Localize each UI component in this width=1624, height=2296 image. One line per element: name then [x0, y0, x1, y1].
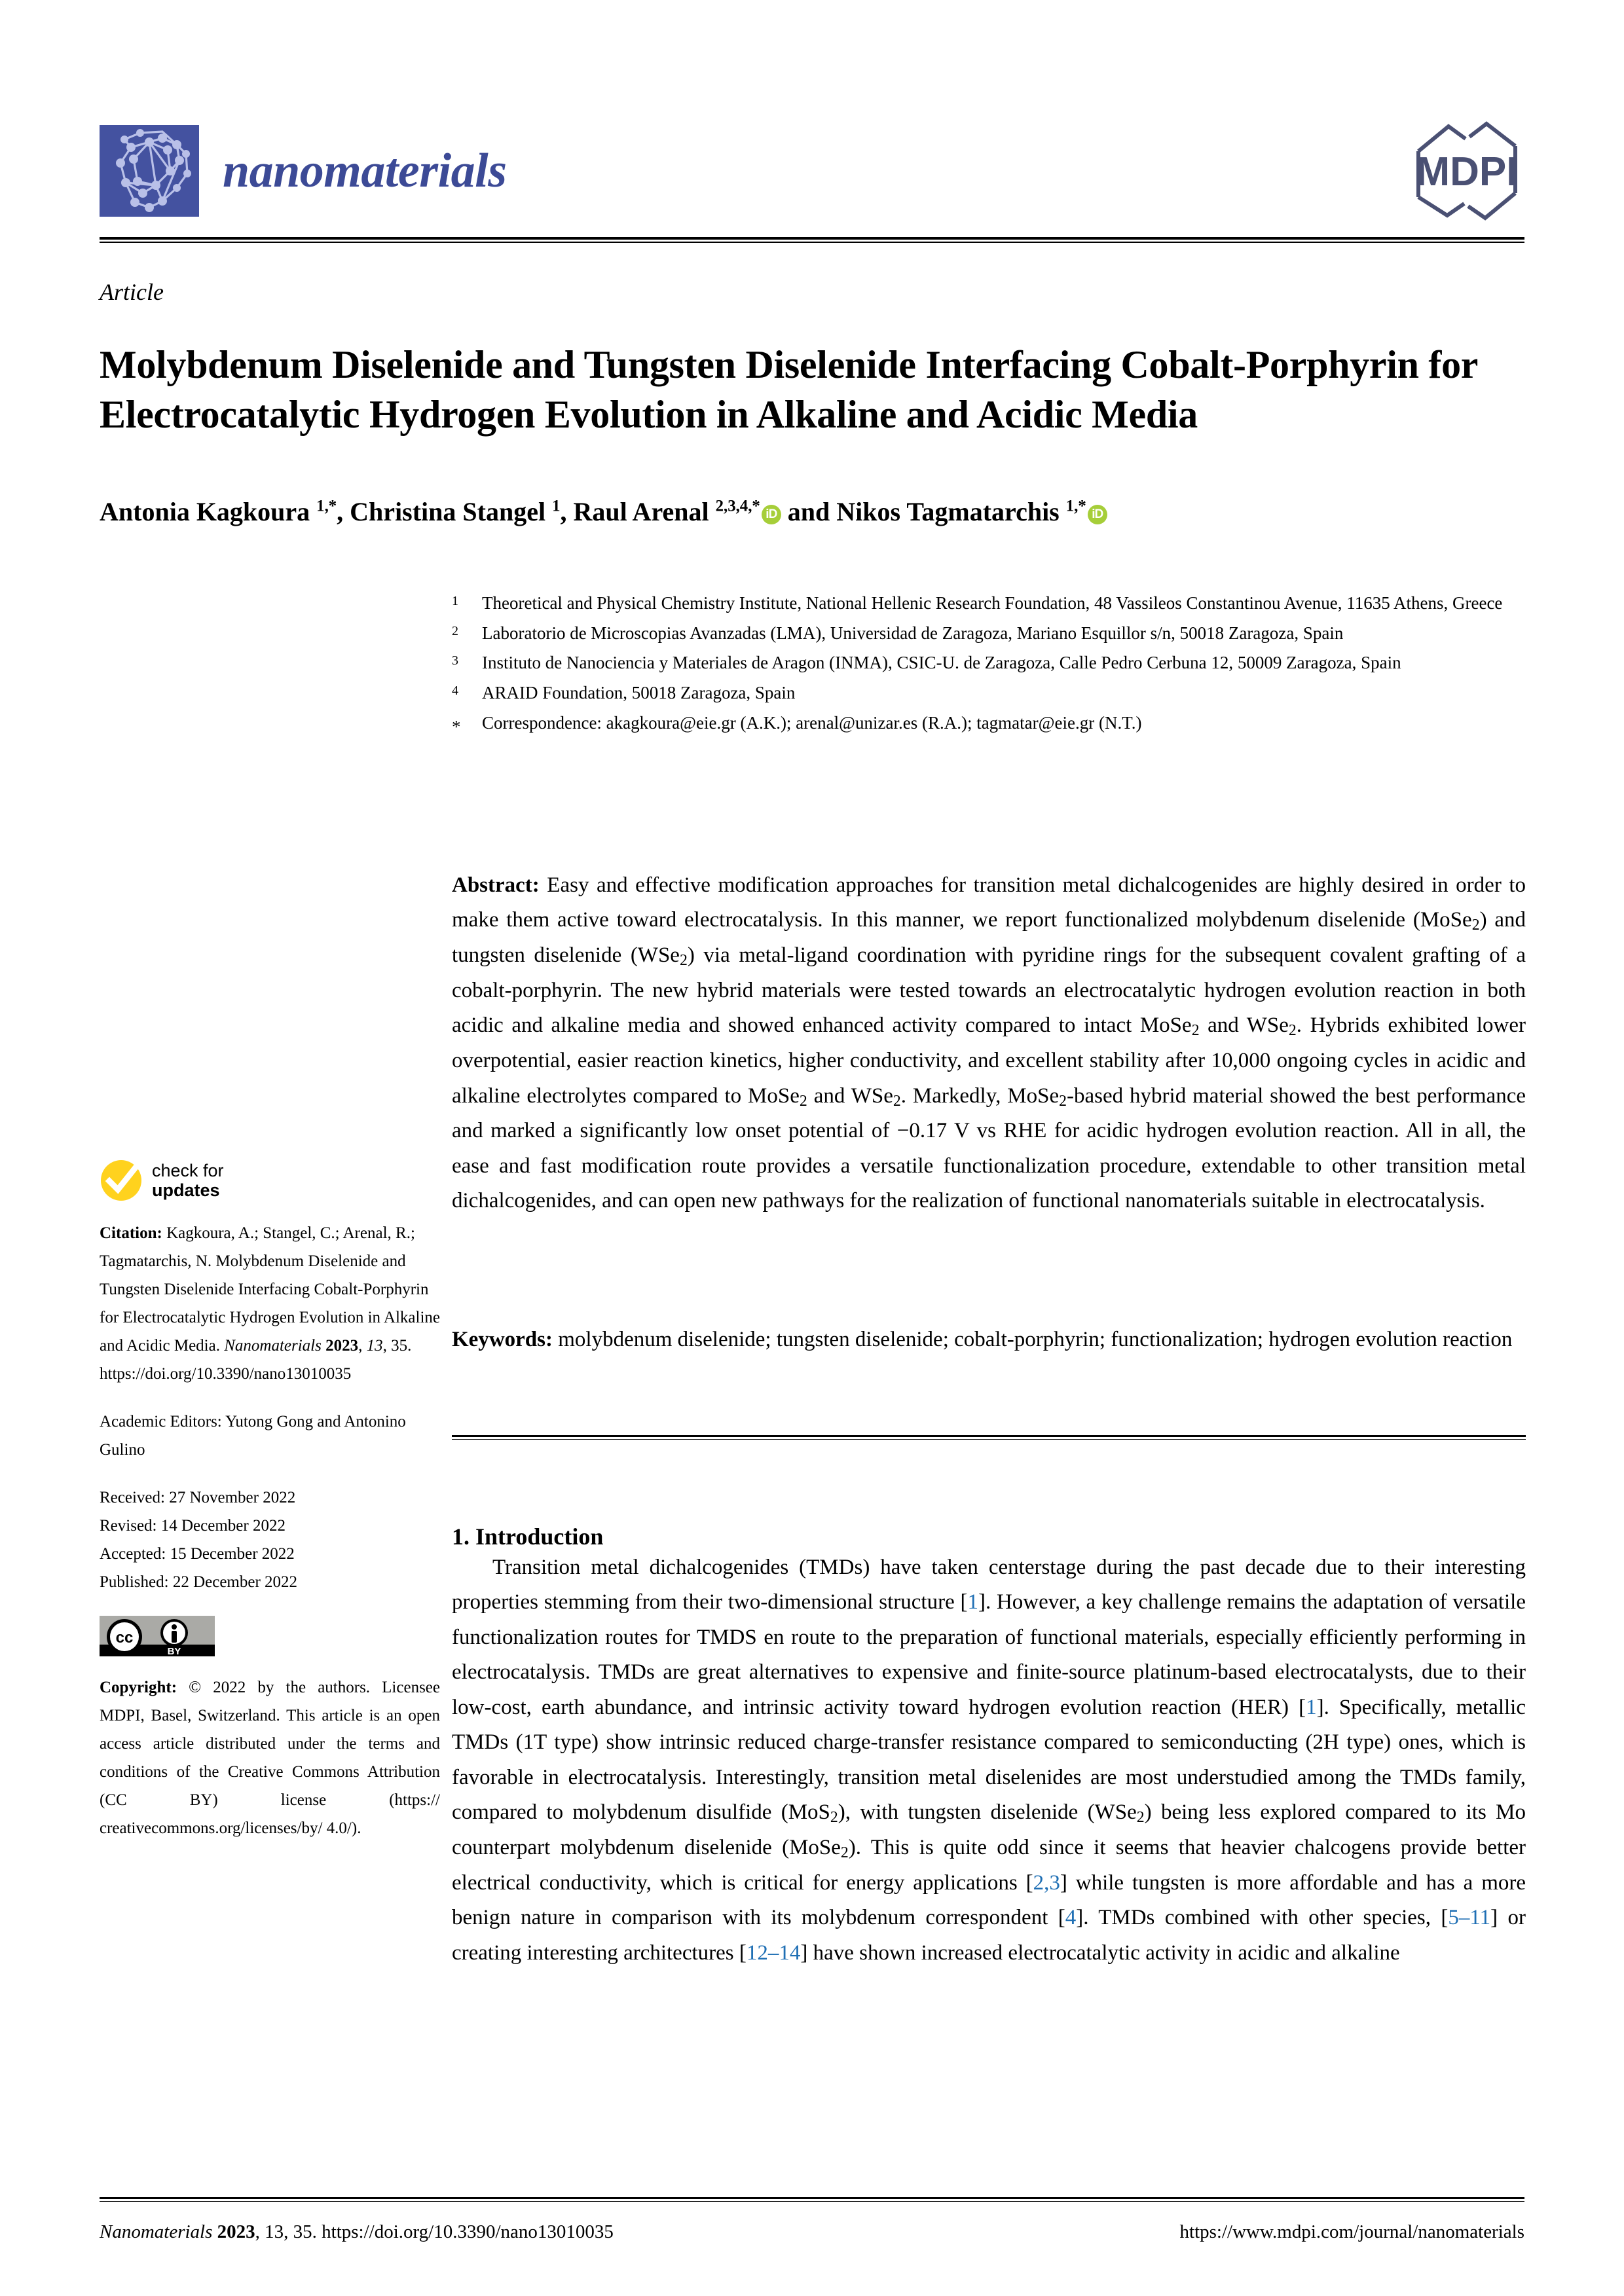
body-text-4: ), with tungsten diselenide (WSe — [838, 1800, 1137, 1825]
page-title: Molybdenum Diselenide and Tungsten Diselenide Interfacing Cobalt-Porphyrin for Electrocatalytic Hydrogen Evolution in Alkaline and Acidic Media — [100, 343, 1478, 436]
affiliation-item — [452, 589, 1526, 618]
fullerene-logo-icon — [100, 125, 199, 217]
author-affil-marker-4: 1,* — [1065, 497, 1086, 515]
orcid-icon[interactable]: iD — [1088, 505, 1107, 524]
body-text-6: ). This is quite odd since it seems that heavier chalcogens provide better electrical conductivity, which is critical for energy applications [ — [452, 1835, 1526, 1895]
correspondence-marker: * — [452, 716, 461, 737]
correspondence-item — [452, 709, 1526, 742]
journal-branding — [100, 125, 507, 217]
keywords-text: molybdenum diselenide; tungsten diselenide; cobalt-porphyrin; functionalization; hydrogen evolution reaction — [552, 1328, 1513, 1351]
author-name-1: Antonia Kagkoura — [100, 497, 317, 526]
date-accepted: Accepted: 15 December 2022 — [100, 1545, 295, 1563]
affiliation-item — [452, 679, 1526, 708]
date-revised: Revised: 14 December 2022 — [100, 1517, 286, 1535]
affiliation-text: Laboratorio de Microscopias Avanzadas (LMA), Universidad de Zaragoza, Mariano Esquillor s/n, 50018 Zaragoza, Spain — [482, 623, 1344, 643]
affiliation-item — [452, 649, 1526, 678]
header-divider — [100, 237, 1524, 243]
correspondence-text[interactable]: Correspondence: akagkoura@eie.gr (A.K.); arenal@unizar.es (R.A.); tagmatar@eie.gr (N.T.) — [482, 712, 1142, 733]
citation-link[interactable]: 12–14 — [746, 1941, 801, 1965]
affiliation-text: Instituto de Nanociencia y Materiales de Aragon (INMA), CSIC-U. de Zaragoza, Calle Pedro Cerbuna 12, 50009 Zaragoza, Spain — [482, 653, 1401, 673]
mdpi-logo-icon — [1409, 117, 1524, 225]
affiliation-marker: 4 — [452, 683, 458, 699]
body-text-10: ] have shown increased electrocatalytic activity in acidic and alkaline — [800, 1941, 1400, 1965]
subscript: 2 — [840, 1844, 849, 1862]
keywords-block — [452, 1322, 1526, 1357]
check-updates-line1: check for — [152, 1160, 224, 1180]
page-header — [100, 122, 1524, 220]
author-name-4: Nikos Tagmatarchis — [836, 497, 1066, 526]
date-published: Published: 22 December 2022 — [100, 1573, 298, 1591]
affiliations-block — [452, 589, 1526, 743]
subscript: 2 — [679, 952, 688, 970]
copyright-label: Copyright: — [100, 1679, 177, 1696]
metadata-sidebar — [100, 1159, 440, 1862]
body-text-9: ] or creating interesting architectures [ — [452, 1906, 1526, 1965]
abstract-text-8: -based hybrid material showed the best performance and marked a significantly low onset potential of −0.17 V vs RHE for acidic hydrogen evolution reaction. All in all, the ease and fast modification route provides a versatile functionalization procedure, extendable to other transition metal dichalcogenides, and can open new pathways for the realization of functional nanomaterials suitable in electrocatalysis. — [452, 1084, 1526, 1213]
citation-authors-title: Kagkoura, A.; Stangel, C.; Arenal, R.; Tagmatarchis, N. Molybdenum Diselenide and Tungsten Diselenide Interfacing Cobalt-Porphyrin for Electrocatalytic Hydrogen Evolution in Alkaline and Acidic Media. — [100, 1224, 440, 1355]
article-type-label: Article — [100, 279, 164, 305]
footer-journal: Nanomaterials — [100, 2221, 213, 2242]
copyright-block — [100, 1673, 440, 1842]
abstract-text-5: . Hybrids exhibited lower overpotential, easier reaction kinetics, higher conductivity, and excellent stability after 10,000 ongoing cycles in acidic and alkaline electrolytes compared to MoSe — [452, 1013, 1526, 1108]
academic-editors: Academic Editors: Yutong Gong and Antonino Gulino — [100, 1413, 406, 1459]
author-sep-2: , — [560, 497, 574, 526]
page-footer — [100, 2221, 1524, 2244]
subscript: 2 — [799, 1092, 807, 1110]
citation-link[interactable]: 1 — [967, 1590, 978, 1614]
citation-volume: , 13 — [358, 1337, 383, 1355]
citation-link[interactable]: 2,3 — [1033, 1870, 1060, 1895]
body-text-5: ) being less explored compared to its Mo counterpart molybdenum diselenide (MoSe — [452, 1800, 1526, 1859]
subscript: 2 — [1288, 1022, 1297, 1040]
publication-dates — [100, 1484, 440, 1596]
affiliation-text: Theoretical and Physical Chemistry Institute, National Hellenic Research Foundation, 48 Vassileos Constantinou Avenue, 11635 Athens, Greece — [482, 593, 1503, 613]
orcid-icon[interactable]: iD — [762, 505, 781, 524]
body-text-1: Transition metal dichalcogenides (TMDs) have taken centerstage during the past decade due to their interesting properties stemming from their two-dimensional structure [ — [452, 1556, 1526, 1614]
abstract-text-7: . Markedly, MoSe — [900, 1084, 1060, 1108]
abstract-text-1: Easy and effective modification approaches for transition metal dichalcogenides are highly desired in order to make them active toward electrocatalysis. In this manner, we report functionalized molybdenum diselenide (MoSe — [452, 873, 1526, 932]
author-affil-marker-3: 2,3,4,* — [715, 497, 760, 515]
svg-text:MDPI: MDPI — [1416, 149, 1518, 194]
citation-block — [100, 1219, 440, 1388]
citation-year: 2023 — [321, 1337, 359, 1355]
abstract-label: Abstract: — [452, 873, 540, 897]
abstract-text-4: and WSe — [1199, 1013, 1289, 1038]
author-sep-1: , — [337, 497, 350, 526]
body-text-7: ] while tungsten is more affordable and has a more benign nature in comparison with its molybdenum correspondent [ — [452, 1870, 1526, 1930]
footer-year: 2023 — [212, 2221, 255, 2242]
subscript: 2 — [1136, 1809, 1145, 1827]
introduction-paragraph — [452, 1550, 1526, 1971]
author-list — [100, 495, 1527, 529]
date-received: Received: 27 November 2022 — [100, 1489, 296, 1506]
body-text-3: ]. Specifically, metallic TMDs (1T type) show intrinsic reduced charge-transfer resistance compared to semiconducting (2H type) ones, which is favorable in electrocatalysis. Interestingly, transition metal diselenides are most understudied among the TMDs family, compared to molybdenum disulfide (MoS — [452, 1695, 1526, 1825]
svg-text:cc: cc — [115, 1629, 134, 1647]
citation-doi[interactable]: , 35. https://doi.org/10.3390/nano13010035 — [100, 1337, 412, 1383]
affiliation-marker: 2 — [452, 623, 458, 638]
footer-journal-url[interactable]: https://www.mdpi.com/journal/nanomaterials — [1179, 2221, 1524, 2242]
body-text-2: ]. However, a key challenge remains the adaptation of versatile functionalization routes for TMDS en route to the preparation of functional materials, especially efficiently performing in electrocatalysis. TMDs are great alternatives to expensive and finite-source platinum-based electrocatalysts, due to their low-cost, earth abundance, and intrinsic activity toward hydrogen evolution reaction (HER) [ — [452, 1590, 1526, 1719]
author-affil-marker-2: 1 — [552, 497, 561, 515]
svg-text:BY: BY — [167, 1646, 181, 1656]
subscript: 2 — [1471, 917, 1480, 934]
subscript: 2 — [830, 1809, 838, 1827]
subscript: 2 — [1191, 1022, 1200, 1040]
copyright-text: © 2022 by the authors. Licensee MDPI, Basel, Switzerland. This article is an open access article distributed under the terms and conditions of the Creative Commons Attribution (CC BY) license (https:// creativecommons.org/licenses/by/ 4.0/). — [100, 1679, 440, 1837]
abstract-text-3: ) via metal-ligand coordination with pyridine rings for the subsequent covalent grafting of a cobalt-porphyrin. The new hybrid materials were tested towards an electrocatalytic hydrogen evolution reaction in both acidic and alkaline media and showed enhanced activity compared to intact MoSe — [452, 943, 1526, 1038]
check-circle-icon — [100, 1159, 143, 1202]
footer-citation — [100, 2221, 614, 2244]
section-heading: 1. Introduction — [452, 1523, 604, 1550]
subscript: 2 — [893, 1092, 901, 1110]
check-updates-line2: updates — [152, 1180, 220, 1200]
citation-link[interactable]: 5–11 — [1448, 1906, 1491, 1930]
abstract-text-6: and WSe — [807, 1084, 893, 1108]
check-for-updates-badge[interactable] — [100, 1159, 440, 1202]
cc-by-license-icon[interactable] — [100, 1616, 440, 1656]
footer-doi[interactable]: , 13, 35. https://doi.org/10.3390/nano13010035 — [255, 2221, 614, 2242]
author-name-3: Raul Arenal — [573, 497, 716, 526]
abstract-block — [452, 868, 1526, 1219]
citation-journal: Nanomaterials — [224, 1337, 322, 1355]
footer-divider — [100, 2197, 1524, 2202]
citation-label: Citation: — [100, 1224, 162, 1242]
affiliation-item — [452, 619, 1526, 648]
keywords-divider — [452, 1435, 1526, 1440]
author-sep-3: and — [781, 497, 837, 526]
affiliation-marker: 1 — [452, 594, 458, 608]
author-affil-marker-1: 1,* — [316, 497, 337, 515]
citation-link[interactable]: 4 — [1065, 1906, 1077, 1930]
affiliation-marker: 3 — [452, 653, 458, 668]
journal-name: nanomaterials — [223, 144, 507, 198]
abstract-text-2: ) and tungsten diselenide (WSe — [452, 908, 1526, 968]
subscript: 2 — [1059, 1092, 1067, 1110]
author-name-2: Christina Stangel — [350, 497, 553, 526]
affiliation-text: ARAID Foundation, 50018 Zaragoza, Spain — [482, 683, 796, 703]
body-text-8: ]. TMDs combined with other species, [ — [1076, 1906, 1449, 1930]
citation-link[interactable]: 1 — [1306, 1695, 1317, 1719]
keywords-label: Keywords: — [452, 1328, 553, 1351]
